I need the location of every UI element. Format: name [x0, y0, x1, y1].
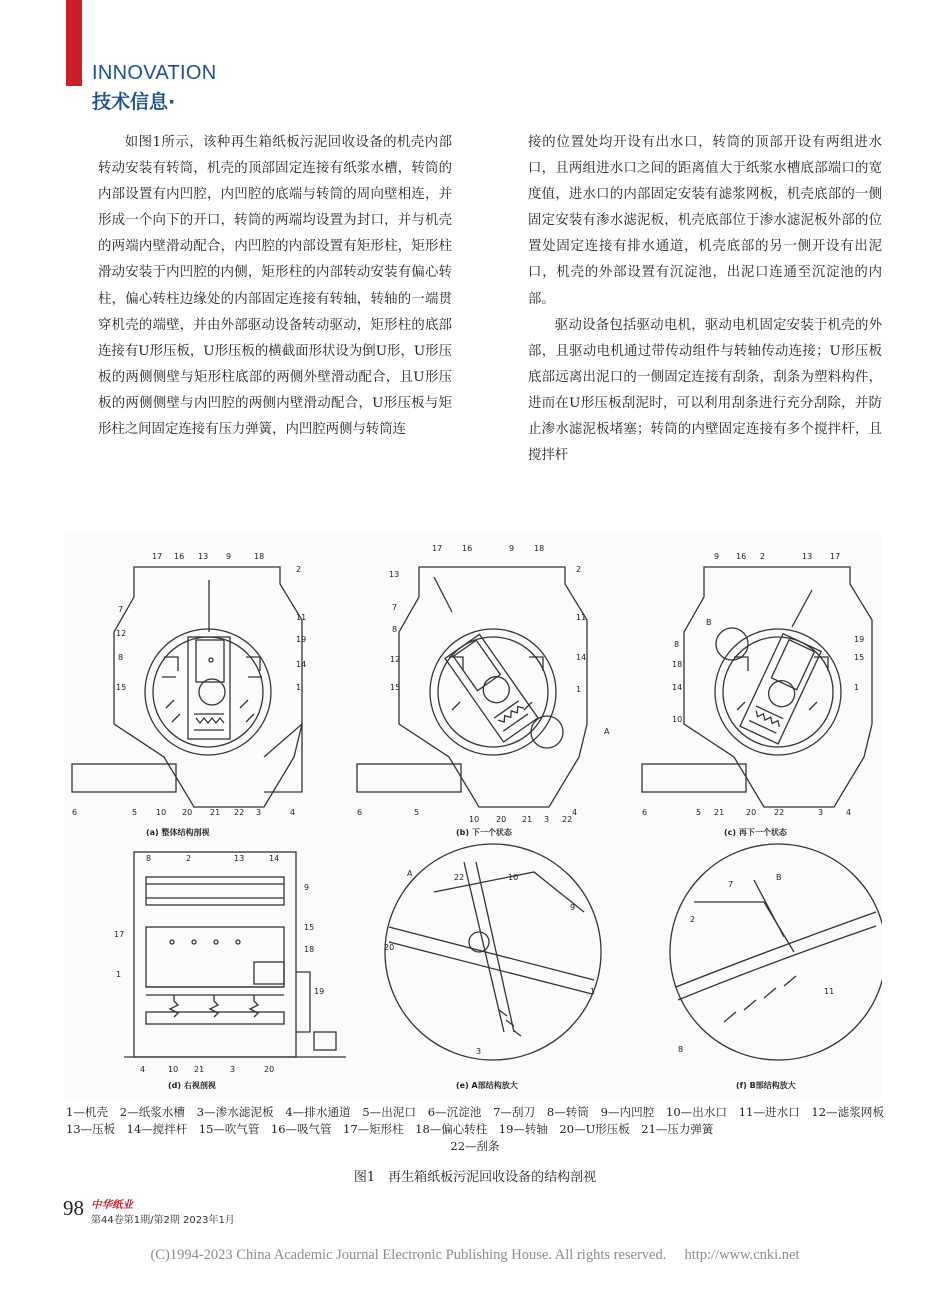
- svg-text:2: 2: [296, 565, 302, 574]
- svg-text:10: 10: [672, 715, 683, 724]
- figure-legend: [66, 1104, 896, 1155]
- svg-text:5: 5: [132, 808, 138, 817]
- svg-text:22: 22: [774, 808, 785, 817]
- svg-text:18: 18: [304, 945, 315, 954]
- svg-text:11: 11: [296, 613, 307, 622]
- detail-label-a: A: [407, 869, 413, 878]
- detail-label-b: B: [706, 618, 712, 627]
- svg-text:9: 9: [304, 883, 310, 892]
- svg-text:22: 22: [454, 873, 465, 882]
- svg-text:18: 18: [534, 544, 545, 553]
- svg-text:15: 15: [390, 683, 401, 692]
- svg-text:1: 1: [854, 683, 860, 692]
- svg-text:5: 5: [696, 808, 702, 817]
- detail-label-a: A: [604, 727, 610, 736]
- svg-text:14: 14: [672, 683, 683, 692]
- svg-text:2: 2: [760, 552, 766, 561]
- svg-text:3: 3: [256, 808, 262, 817]
- svg-text:19: 19: [296, 635, 307, 644]
- header-kicker: INNOVATION: [92, 62, 217, 84]
- svg-text:20: 20: [384, 943, 395, 952]
- figure-legend-main: 1—机壳 2—纸浆水槽 3—渗水滤泥板 4—排水通道 5—出泥口 6—沉淀池 7—刮刀 8—转筒 9—内凹腔 10—出水口 11—进水口 12—滤浆网板 13—压板 14—搅拌杆 15—吹气管 16—吸气管 17—矩形柱 18—偏心转柱 19—转轴 20—U形压板 21—压力弹簧: [66, 1105, 896, 1136]
- svg-text:17: 17: [432, 544, 443, 553]
- sub-caption-f: (f) B部结构放大: [736, 1081, 796, 1090]
- svg-text:4: 4: [846, 808, 852, 817]
- svg-text:9: 9: [509, 544, 515, 553]
- svg-text:2: 2: [690, 915, 696, 924]
- svg-text:6: 6: [72, 808, 78, 817]
- copyright-notice: (C)1994-2023 China Academic Journal Electronic Publishing House. All rights reserved. http://www.cnki.net: [150, 1247, 800, 1263]
- svg-text:20: 20: [496, 815, 507, 824]
- journal-logo: 中华纸业: [91, 1199, 133, 1211]
- svg-text:20: 20: [182, 808, 193, 817]
- svg-text:1: 1: [576, 685, 582, 694]
- svg-text:1: 1: [296, 683, 302, 692]
- svg-text:21: 21: [522, 815, 533, 824]
- svg-text:8: 8: [678, 1045, 684, 1054]
- header-section-title: 技术信息·: [92, 91, 176, 113]
- svg-text:1: 1: [116, 970, 122, 979]
- figure-1-drawing: [64, 532, 882, 1098]
- svg-text:7: 7: [118, 605, 124, 614]
- svg-text:12: 12: [390, 655, 401, 664]
- svg-text:11: 11: [824, 987, 835, 996]
- svg-text:5: 5: [414, 808, 420, 817]
- svg-text:3: 3: [230, 1065, 236, 1074]
- svg-text:12: 12: [116, 629, 127, 638]
- svg-text:8: 8: [146, 854, 152, 863]
- svg-text:17: 17: [114, 930, 125, 939]
- svg-text:8: 8: [674, 640, 680, 649]
- svg-text:9: 9: [226, 552, 232, 561]
- svg-text:3: 3: [544, 815, 550, 824]
- svg-text:15: 15: [854, 653, 865, 662]
- svg-text:2: 2: [186, 854, 192, 863]
- svg-text:10: 10: [508, 873, 519, 882]
- svg-text:10: 10: [168, 1065, 179, 1074]
- svg-text:8: 8: [392, 625, 398, 634]
- issue-info: 第44卷第1期/第2期 2023年1月: [91, 1215, 235, 1226]
- svg-text:9: 9: [714, 552, 720, 561]
- svg-text:17: 17: [830, 552, 841, 561]
- svg-text:20: 20: [264, 1065, 275, 1074]
- svg-text:B: B: [776, 873, 782, 882]
- svg-text:14: 14: [576, 653, 587, 662]
- svg-text:14: 14: [296, 660, 307, 669]
- svg-text:6: 6: [642, 808, 648, 817]
- svg-text:6: 6: [357, 808, 363, 817]
- svg-text:16: 16: [174, 552, 185, 561]
- svg-text:21: 21: [194, 1065, 205, 1074]
- svg-text:1: 1: [590, 987, 596, 996]
- svg-text:4: 4: [290, 808, 296, 817]
- svg-text:7: 7: [728, 880, 734, 889]
- svg-text:15: 15: [304, 923, 315, 932]
- svg-text:22: 22: [562, 815, 573, 824]
- svg-text:13: 13: [198, 552, 209, 561]
- svg-text:19: 19: [854, 635, 865, 644]
- svg-text:2: 2: [576, 565, 582, 574]
- svg-text:3: 3: [818, 808, 824, 817]
- body-paragraph-continued: 接的位置处均开设有出水口，转筒的顶部开设有两组进水口，且两组进水口之间的距离值大于纸浆水槽底部端口的宽度值，进水口的内部固定安装有滤浆网板，机壳底部的一侧固定安装有渗水滤泥板，机壳底部位于渗水滤泥板外部的位置处固定连接有排水通道，机壳底部的另一侧开设有出泥口，机壳的外部设置有沉淀池，出泥口连通至沉淀池的内部。: [528, 135, 882, 307]
- svg-text:15: 15: [116, 683, 127, 692]
- sub-caption-e: (e) A部结构放大: [456, 1081, 518, 1090]
- svg-text:8: 8: [118, 653, 124, 662]
- svg-text:17: 17: [152, 552, 163, 561]
- body-left-column: [98, 130, 452, 443]
- body-right-column: [528, 130, 882, 469]
- svg-text:16: 16: [736, 552, 747, 561]
- page-number: 98: [63, 1196, 84, 1220]
- figure-1: [64, 532, 882, 1098]
- svg-text:13: 13: [389, 570, 400, 579]
- svg-text:10: 10: [156, 808, 167, 817]
- svg-text:18: 18: [672, 660, 683, 669]
- svg-text:21: 21: [210, 808, 221, 817]
- sub-caption-c: (c) 再下一个状态: [724, 828, 787, 837]
- figure-caption: 图1 再生箱纸板污泥回收设备的结构剖视: [353, 1170, 597, 1185]
- svg-text:11: 11: [576, 613, 587, 622]
- body-paragraph: 驱动设备包括驱动电机，驱动电机固定安装于机壳的外部，且驱动电机通过带传动组件与转轴传动连接；U形压板底部远离出泥口的一侧固定连接有刮条，刮条为塑料构件，进而在U形压板刮泥时，可以利用刮条进行充分刮除，并防止渗水滤泥板堵塞；转筒的内壁固定连接有多个搅拌杆，且搅拌杆: [528, 317, 882, 464]
- svg-text:21: 21: [714, 808, 725, 817]
- sub-caption-a: (a) 整体结构剖视: [146, 828, 210, 837]
- svg-text:10: 10: [469, 815, 480, 824]
- sub-caption-b: (b) 下一个状态: [456, 828, 512, 837]
- svg-text:20: 20: [746, 808, 757, 817]
- svg-text:13: 13: [234, 854, 245, 863]
- svg-text:19: 19: [314, 987, 325, 996]
- figure-legend-last: 22—刮条: [450, 1139, 500, 1153]
- svg-text:22: 22: [234, 808, 245, 817]
- svg-text:4: 4: [140, 1065, 146, 1074]
- svg-text:4: 4: [572, 808, 578, 817]
- svg-text:9: 9: [570, 903, 576, 912]
- svg-text:14: 14: [269, 854, 280, 863]
- svg-text:13: 13: [802, 552, 813, 561]
- svg-text:18: 18: [254, 552, 265, 561]
- svg-text:7: 7: [392, 603, 398, 612]
- accent-bar: [66, 0, 82, 86]
- svg-text:3: 3: [476, 1047, 482, 1056]
- svg-text:16: 16: [462, 544, 473, 553]
- body-paragraph: 如图1所示，该种再生箱纸板污泥回收设备的机壳内部转动安装有转筒，机壳的顶部固定连接有纸浆水槽，转筒的内部设置有内凹腔，内凹腔的底端与转筒的周向壁相连，并形成一个向下的开口，转筒的两端均设置为封口，并与机壳的两端内壁滑动配合，内凹腔的内部设置有矩形柱，矩形柱滑动安装于内凹腔的内侧，矩形柱的内部转动安装有偏心转柱，偏心转柱边缘处的内部固定连接有转轴，转轴的一端贯穿机壳的端壁，并由外部驱动设备转动驱动，矩形柱的底部连接有U形压板，U形压板的横截面形状设为倒U形，U形压板的两侧侧壁与矩形柱底部的两侧外壁滑动配合，且U形压板的两侧侧壁与内凹腔的两侧内壁滑动配合，U形压板与矩形柱之间固定连接有压力弹簧，内凹腔两侧与转筒连: [98, 135, 452, 438]
- sub-caption-d: (d) 右视剖视: [168, 1081, 216, 1090]
